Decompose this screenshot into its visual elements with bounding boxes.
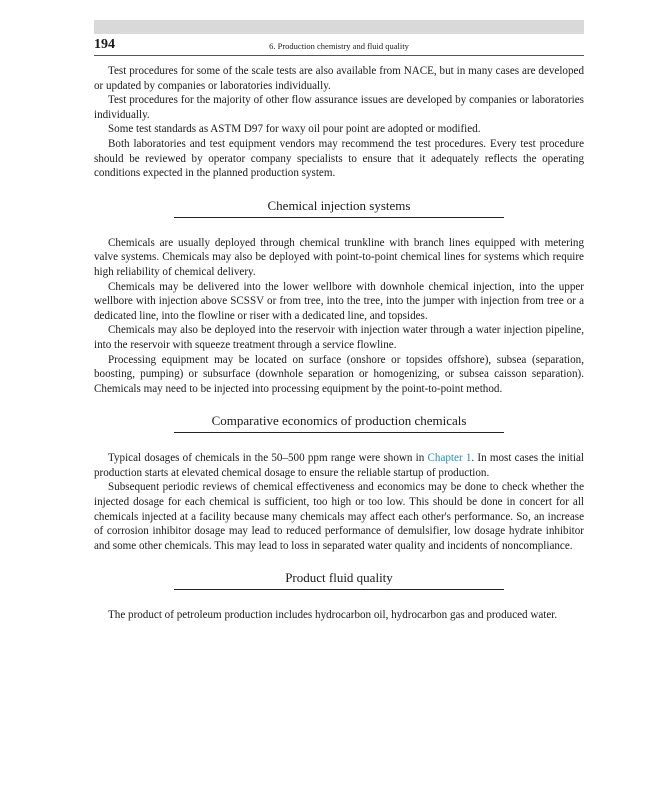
intro-block xyxy=(94,64,584,181)
comparative-economics-block xyxy=(94,451,584,553)
paragraph: Subsequent periodic reviews of chemical effectiveness and economics may be done to check whether the injected dosage for each chemical is sufficient, too high or too low. This should be done in concert for all chemicals injected at a facility because many chemicals may affect each other's performance. So, an increase of corrosion inhibitor dosage may lead to reduced performance of demulsifier, low dosage hydrate inhibitor and some other chemicals. This may lead to loss in separated water quality and incidents of noncompliance. xyxy=(94,481,584,552)
section-rule xyxy=(174,217,504,218)
section-title: Product fluid quality xyxy=(285,570,393,586)
paragraph xyxy=(94,451,584,480)
running-head: 6. Production chemistry and fluid quality xyxy=(269,41,409,51)
page-header xyxy=(94,37,584,56)
chemical-injection-block xyxy=(94,236,584,397)
paragraph: Some test standards as ASTM D97 for waxy oil pour point are adopted or modified. xyxy=(108,123,481,136)
section-rule xyxy=(174,432,504,433)
section-rule xyxy=(174,589,504,590)
paragraph: The product of petroleum production includes hydrocarbon oil, hydrocarbon gas and produced water. xyxy=(108,609,558,622)
section-heading-chemical-injection xyxy=(94,197,584,218)
section-heading-product-quality xyxy=(94,569,584,590)
paragraph: Test procedures for some of the scale tests are also available from NACE, but in many cases are developed or updated by companies or laboratories individually. xyxy=(94,65,584,92)
paragraph: Both laboratories and test equipment vendors may recommend the test procedures. Every test procedure should be reviewed by operator company specialists to ensure that it adequately reflects the operating conditions expected in the planned production system. xyxy=(94,137,584,180)
paragraph: Chemicals may also be deployed into the reservoir with injection water through a water injection pipeline, into the reservoir with squeeze treatment through a service flowline. xyxy=(94,324,584,351)
page-body xyxy=(94,64,584,623)
page-number: 194 xyxy=(94,37,115,52)
text: . In most cases the initial production starts at elevated chemical dosage to ensure the reliable startup of production. xyxy=(94,452,584,479)
chapter-link[interactable]: Chapter 1 xyxy=(427,452,472,465)
top-gray-bar xyxy=(94,20,584,34)
paragraph: Chemicals are usually deployed through chemical trunkline with branch lines equipped with metering valve systems. Chemicals may also be deployed with point-to-point chemical lines for systems which require high reliability of chemical delivery. xyxy=(94,236,584,278)
paragraph: Test procedures for the majority of other flow assurance issues are developed by companies or laboratories individually. xyxy=(94,94,584,121)
section-title: Comparative economics of production chemicals xyxy=(211,413,467,429)
text: Typical dosages of chemicals in the 50–500 ppm range were shown in xyxy=(108,452,428,465)
section-heading-comparative-economics xyxy=(94,412,584,433)
section-title: Chemical injection systems xyxy=(267,197,411,213)
product-quality-block xyxy=(94,608,584,623)
paragraph: Chemicals may be delivered into the lower wellbore with downhole chemical injection, into the upper wellbore with injection above SCSSV or from tree, into the tree, into the jumper with injection from tree or a dedicated line, into the flowline or riser with a dedicated line, and topsides. xyxy=(94,280,584,322)
paragraph: Processing equipment may be located on surface (onshore or topsides offshore), subsea (separation, boosting, pumping) or subsurface (downhole separation or homogenizing, or subsea caisson separation). Chemicals may need to be injected into processing equipment by the point-to-point method. xyxy=(94,353,584,395)
